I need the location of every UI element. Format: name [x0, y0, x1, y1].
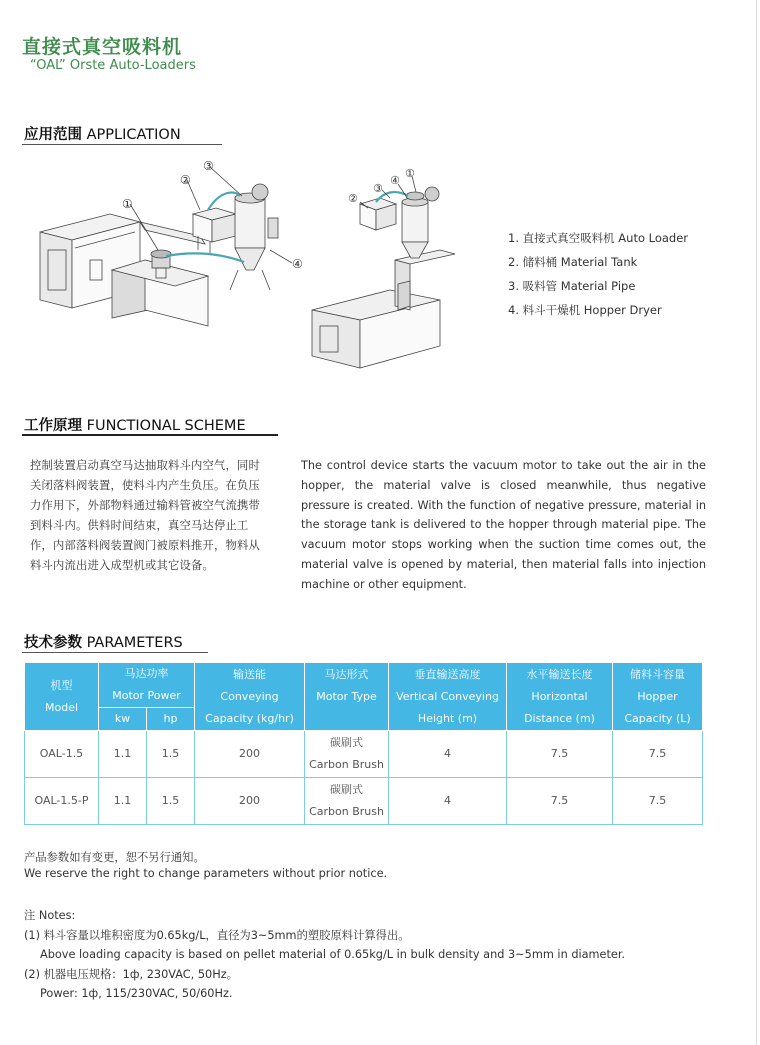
notes-title: 注 Notes: [24, 909, 76, 922]
functional-heading [24, 414, 246, 435]
parameters-rule [22, 652, 208, 653]
parameters-heading-cn: 技术参数 [24, 635, 82, 651]
cell-height: 4 [389, 778, 507, 825]
legend-item-material-pipe: 3. 吸料管 Material Pipe [508, 279, 636, 293]
header-horizontal [507, 663, 613, 731]
header-kw: kw [99, 708, 147, 731]
cell-hopper: 7.5 [613, 731, 703, 778]
header-vertical-en2: Height (m) [417, 711, 478, 725]
header-conveying-en2: Capacity (kg/hr) [205, 711, 294, 725]
notice-en: We reserve the right to change parameters without prior notice. [24, 867, 388, 880]
functional-heading-cn: 工作原理 [24, 418, 82, 434]
header-motor-power-en: Motor Power [112, 689, 181, 702]
cell-hopper: 7.5 [613, 778, 703, 825]
page-title: 直接式真空吸料机 [22, 36, 183, 58]
table-row [25, 778, 703, 825]
notes-block [24, 906, 625, 1004]
callout-4-right: ④ [390, 174, 400, 187]
cell-model: OAL-1.5 [25, 731, 99, 778]
callout-2-right: ② [348, 192, 358, 205]
header-conveying-en1: Conveying [220, 689, 279, 703]
page-subtitle: “OAL” Orste Auto-Loaders [30, 58, 196, 73]
header-horizontal-en1: Horizontal [531, 689, 588, 703]
header-hopper [613, 663, 703, 731]
cell-motor-type-en: Carbon Brush [309, 758, 384, 771]
cell-capacity: 200 [195, 778, 305, 825]
legend-item-hopper-dryer: 4. 料斗干燥机 Hopper Dryer [508, 303, 662, 317]
header-motor-type-cn: 马达形式 [324, 667, 369, 681]
cell-motor-type-en: Carbon Brush [309, 805, 384, 818]
hopper-dryer-left [230, 184, 278, 290]
header-hopper-en2: Capacity (L) [624, 711, 691, 725]
callout-1-left: ① [122, 197, 133, 211]
header-vertical [389, 663, 507, 731]
header-vertical-en1: Vertical Conveying [396, 689, 499, 703]
cell-height: 4 [389, 731, 507, 778]
cell-motor-type-cn: 碳刷式 [330, 783, 364, 796]
header-model-cn: 机型 [50, 678, 73, 692]
callout-1-right: ① [405, 167, 415, 180]
application-heading [24, 123, 181, 144]
cell-motor-type [305, 731, 389, 778]
cell-kw: 1.1 [99, 778, 147, 825]
header-model [25, 663, 99, 731]
cell-distance: 7.5 [507, 778, 613, 825]
application-heading-en: APPLICATION [86, 127, 181, 143]
cell-distance: 7.5 [507, 731, 613, 778]
header-motor-type [305, 663, 389, 731]
functional-text-cn: 控制装置启动真空马达抽取料斗内空气，同时关闭落料阀装置，使料斗内产生负压。在负压力作用下，外部物料通过输料管被空气流携带到料斗内。供料时间结束，真空马达停止工作，内部落料阀装置阀门被原料推开，物料从料斗内流出进入成型机或其它设备。 [30, 459, 260, 572]
parameters-heading-en: PARAMETERS [86, 635, 183, 651]
note-2-cn: (2) 机器电压规格：1ф, 230VAC, 50Hz。 [24, 967, 238, 981]
functional-heading-en: FUNCTIONAL SCHEME [86, 418, 246, 434]
header-motor-power-cn: 马达功率 [124, 667, 169, 680]
header-hopper-en1: Hopper [637, 689, 678, 703]
header-hp: hp [147, 708, 195, 731]
cell-hp: 1.5 [147, 778, 195, 825]
legend-item-auto-loader: 1. 直接式真空吸料机 Auto Loader [508, 231, 689, 245]
parameters-table [24, 662, 703, 825]
cell-kw: 1.1 [99, 731, 147, 778]
header-motor-type-en: Motor Type [316, 689, 377, 703]
application-legend [508, 226, 688, 322]
page-edge-line [756, 0, 757, 1045]
callout-2-left: ② [180, 173, 191, 187]
functional-text-en: The control device starts the vacuum motor to take out the air in the hopper, the material valve is closed meanwhile, thus negative pressure is created. With the function of negative pressure, material in the storage tank is delivered to the hopper through material pipe. The vacuum motor stops working when the suction time comes out, the material valve is opened by material, then material falls into injection machine or other equipment. [301, 459, 706, 591]
note-1-en: Above loading capacity is based on pellet material of 0.65kg/L in bulk density and 3~5mm in diameter. [40, 948, 626, 962]
functional-rule [22, 434, 278, 436]
header-motor-power [99, 663, 195, 708]
header-conveying-cn: 输送能 [233, 667, 267, 681]
application-rule [22, 144, 222, 145]
note-2-en: Power: 1ф, 115/230VAC, 50/60Hz. [40, 987, 233, 1001]
cell-capacity: 200 [195, 731, 305, 778]
callout-4-left: ④ [292, 257, 303, 271]
header-model-en: Model [44, 700, 79, 714]
cell-hp: 1.5 [147, 731, 195, 778]
note-1-cn: (1) 料斗容量以堆积密度为0.65kg/L，直径为3~5mm的塑胶原料计算得出。 [24, 928, 410, 942]
callout-3-right: ③ [373, 182, 383, 195]
header-conveying [195, 663, 305, 731]
header-hopper-cn: 储料斗容量 [630, 667, 686, 681]
hopper-dryer-right [402, 187, 439, 258]
cell-motor-type-cn: 碳刷式 [330, 736, 364, 749]
table-row [25, 731, 703, 778]
application-illustration [30, 150, 470, 380]
header-horizontal-cn: 水平输送长度 [526, 667, 593, 681]
cell-model: OAL-1.5-P [25, 778, 99, 825]
material-tank-left [193, 208, 236, 254]
header-vertical-cn: 垂直输送高度 [414, 667, 481, 681]
injection-machine-left [40, 214, 208, 326]
header-horizontal-en2: Distance (m) [524, 711, 595, 725]
cell-motor-type [305, 778, 389, 825]
legend-item-material-tank: 2. 储料桶 Material Tank [508, 255, 638, 269]
material-tank-right [360, 198, 396, 230]
injection-machine-right [312, 250, 455, 368]
notice-cn: 产品参数如有变更，恕不另行通知。 [24, 851, 205, 864]
application-heading-cn: 应用范围 [24, 127, 82, 143]
parameters-heading [24, 631, 183, 652]
callout-3-left: ③ [203, 159, 214, 173]
